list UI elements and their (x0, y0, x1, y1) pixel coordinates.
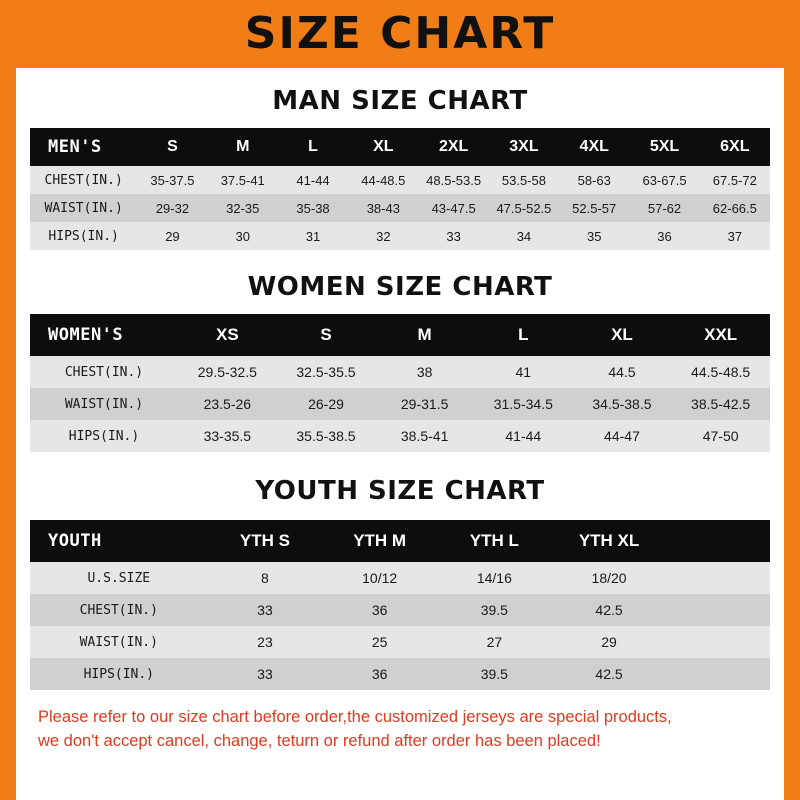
men-col-2: L (278, 128, 348, 166)
women-col-1: S (277, 314, 376, 356)
youth-cell-0-2: 14/16 (437, 562, 552, 594)
youth-header-label: YOUTH (30, 520, 208, 562)
women-col-2: M (375, 314, 474, 356)
youth-section-title: YOUTH SIZE CHART (255, 476, 545, 506)
men-table-body (30, 166, 770, 250)
table-row (30, 658, 770, 690)
youth-cell-0-1: 10/12 (322, 562, 437, 594)
youth-cell-0-0: 8 (208, 562, 323, 594)
men-cell-0-1: 37.5-41 (208, 166, 278, 194)
women-cell-0-2: 38 (375, 356, 474, 388)
youth-cell-2-3: 29 (552, 626, 667, 658)
men-col-7: 5XL (629, 128, 699, 166)
youth-cell-2-2: 27 (437, 626, 552, 658)
men-cell-2-3: 32 (348, 222, 418, 250)
youth-cell-1-0: 33 (208, 594, 323, 626)
women-cell-0-0: 29.5-32.5 (178, 356, 277, 388)
women-header-label: WOMEN'S (30, 314, 178, 356)
women-table-header (30, 314, 770, 356)
men-row-0-label: CHEST(IN.) (30, 166, 137, 194)
men-cell-1-1: 32-35 (208, 194, 278, 222)
youth-col-1: YTH M (322, 520, 437, 562)
youth-row-3-label: HIPS(IN.) (30, 658, 208, 690)
men-cell-2-7: 36 (629, 222, 699, 250)
men-col-4: 2XL (418, 128, 488, 166)
order-notice-line-2: we don't accept cancel, change, teturn or refund after order has been placed! (38, 731, 601, 750)
men-table-header (30, 128, 770, 166)
table-row (30, 562, 770, 594)
men-cell-1-6: 52.5-57 (559, 194, 629, 222)
men-cell-2-1: 30 (208, 222, 278, 250)
men-cell-0-8: 67.5-72 (700, 166, 770, 194)
youth-cell-2-0: 23 (208, 626, 323, 658)
men-cell-1-2: 35-38 (278, 194, 348, 222)
table-row (30, 356, 770, 388)
women-cell-0-1: 32.5-35.5 (277, 356, 376, 388)
men-cell-1-7: 57-62 (629, 194, 699, 222)
women-cell-1-3: 31.5-34.5 (474, 388, 573, 420)
order-notice-line-1: Please refer to our size chart before order,the customized jerseys are special products, (38, 708, 672, 726)
youth-col-0: YTH S (208, 520, 323, 562)
men-cell-2-8: 37 (700, 222, 770, 250)
men-row-1-label: WAIST(IN.) (30, 194, 137, 222)
women-cell-0-3: 41 (474, 356, 573, 388)
women-cell-1-4: 34.5-38.5 (573, 388, 672, 420)
women-cell-2-0: 33-35.5 (178, 420, 277, 452)
youth-col-spacer (666, 520, 770, 562)
table-header-row (30, 520, 770, 562)
youth-cell-2-1: 25 (322, 626, 437, 658)
youth-cell-3-1: 36 (322, 658, 437, 690)
men-row-2-label: HIPS(IN.) (30, 222, 137, 250)
men-cell-0-3: 44-48.5 (348, 166, 418, 194)
table-row (30, 594, 770, 626)
table-header-row (30, 128, 770, 166)
men-cell-2-2: 31 (278, 222, 348, 250)
men-cell-2-4: 33 (418, 222, 488, 250)
men-cell-1-8: 62-66.5 (700, 194, 770, 222)
women-row-1-label: WAIST(IN.) (30, 388, 178, 420)
banner (16, 0, 784, 68)
table-row (30, 420, 770, 452)
men-cell-1-5: 47.5-52.5 (489, 194, 559, 222)
youth-row-2-label: WAIST(IN.) (30, 626, 208, 658)
page-title: SIZE CHART (244, 8, 556, 59)
youth-cell-0-3: 18/20 (552, 562, 667, 594)
youth-cell-1-1: 36 (322, 594, 437, 626)
youth-cell-2-spacer (666, 626, 770, 658)
youth-row-1-label: CHEST(IN.) (30, 594, 208, 626)
youth-cell-1-spacer (666, 594, 770, 626)
table-row (30, 194, 770, 222)
youth-cell-3-3: 42.5 (552, 658, 667, 690)
men-cell-0-7: 63-67.5 (629, 166, 699, 194)
women-cell-1-5: 38.5-42.5 (671, 388, 770, 420)
youth-table-body (30, 562, 770, 690)
women-col-3: L (474, 314, 573, 356)
women-cell-2-2: 38.5-41 (375, 420, 474, 452)
men-col-1: M (208, 128, 278, 166)
youth-table-header (30, 520, 770, 562)
youth-col-2: YTH L (437, 520, 552, 562)
men-col-0: S (137, 128, 207, 166)
men-section-title: MAN SIZE CHART (272, 86, 528, 116)
table-header-row (30, 314, 770, 356)
youth-col-3: YTH XL (552, 520, 667, 562)
youth-size-table (30, 520, 770, 690)
table-row (30, 388, 770, 420)
table-row (30, 222, 770, 250)
women-cell-2-3: 41-44 (474, 420, 573, 452)
men-col-6: 4XL (559, 128, 629, 166)
women-cell-2-1: 35.5-38.5 (277, 420, 376, 452)
content-area (16, 68, 784, 800)
men-cell-0-4: 48.5-53.5 (418, 166, 488, 194)
men-cell-1-3: 38-43 (348, 194, 418, 222)
women-cell-0-5: 44.5-48.5 (671, 356, 770, 388)
youth-cell-1-2: 39.5 (437, 594, 552, 626)
women-row-2-label: HIPS(IN.) (30, 420, 178, 452)
men-cell-2-0: 29 (137, 222, 207, 250)
youth-cell-3-spacer (666, 658, 770, 690)
youth-cell-3-0: 33 (208, 658, 323, 690)
men-cell-0-2: 41-44 (278, 166, 348, 194)
women-size-table (30, 314, 770, 452)
women-section-title: WOMEN SIZE CHART (247, 272, 553, 302)
order-notice (30, 706, 770, 754)
men-col-8: 6XL (700, 128, 770, 166)
men-cell-2-6: 35 (559, 222, 629, 250)
men-cell-1-4: 43-47.5 (418, 194, 488, 222)
women-table-body (30, 356, 770, 452)
women-col-0: XS (178, 314, 277, 356)
women-row-0-label: CHEST(IN.) (30, 356, 178, 388)
youth-cell-3-2: 39.5 (437, 658, 552, 690)
men-cell-0-5: 53.5-58 (489, 166, 559, 194)
men-size-table (30, 128, 770, 250)
women-cell-1-1: 26-29 (277, 388, 376, 420)
men-col-5: 3XL (489, 128, 559, 166)
men-cell-2-5: 34 (489, 222, 559, 250)
men-col-3: XL (348, 128, 418, 166)
women-col-4: XL (573, 314, 672, 356)
women-cell-2-4: 44-47 (573, 420, 672, 452)
men-cell-0-0: 35-37.5 (137, 166, 207, 194)
women-col-5: XXL (671, 314, 770, 356)
men-header-label: MEN'S (30, 128, 137, 166)
men-cell-0-6: 58-63 (559, 166, 629, 194)
table-row (30, 166, 770, 194)
women-cell-2-5: 47-50 (671, 420, 770, 452)
table-row (30, 626, 770, 658)
women-cell-0-4: 44.5 (573, 356, 672, 388)
youth-cell-0-spacer (666, 562, 770, 594)
women-cell-1-0: 23.5-26 (178, 388, 277, 420)
women-cell-1-2: 29-31.5 (375, 388, 474, 420)
men-cell-1-0: 29-32 (137, 194, 207, 222)
youth-row-0-label: U.S.SIZE (30, 562, 208, 594)
youth-cell-1-3: 42.5 (552, 594, 667, 626)
